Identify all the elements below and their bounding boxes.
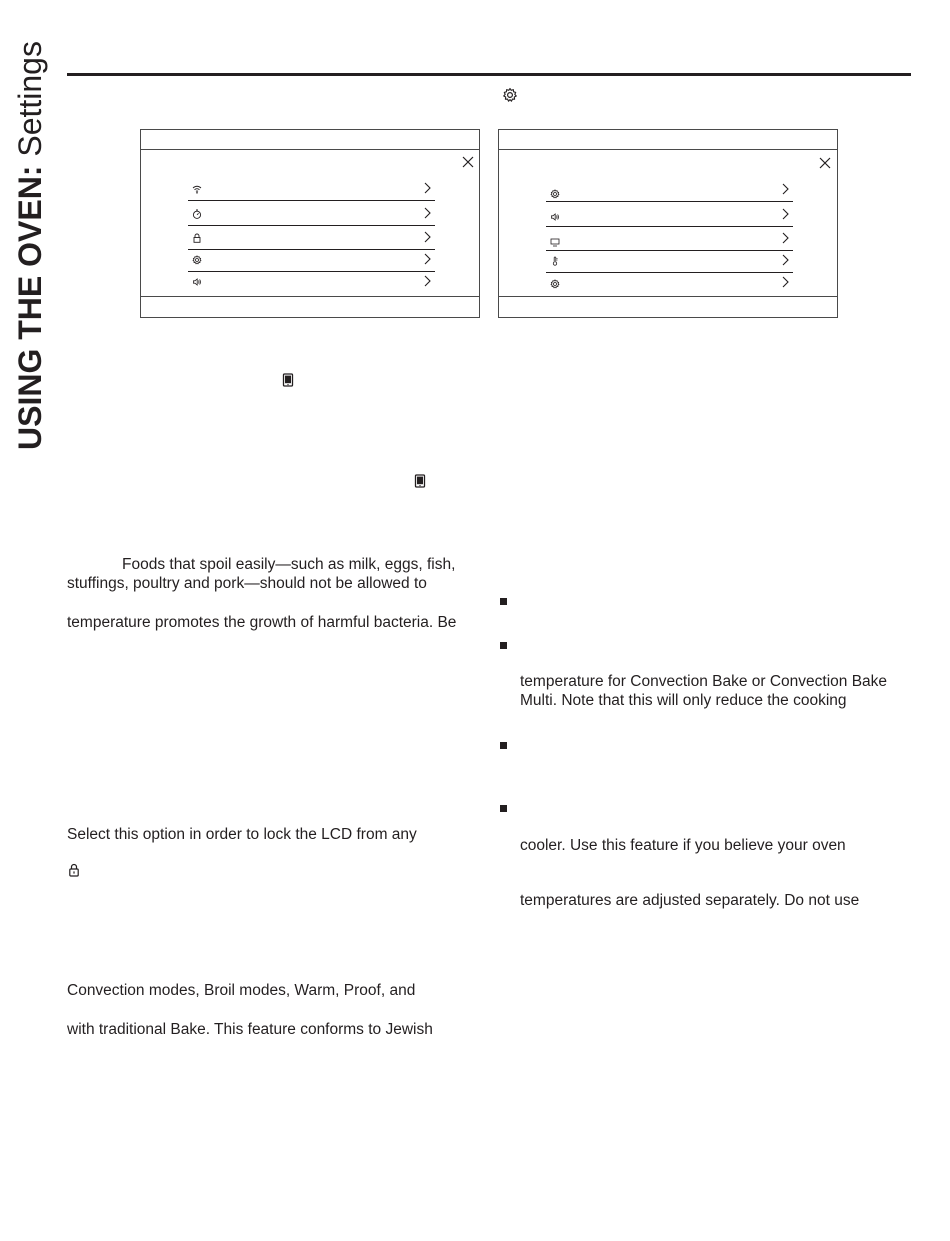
tablet-icon <box>282 373 294 387</box>
thermometer-icon <box>550 256 560 266</box>
panel-header-line <box>499 149 837 150</box>
gear-icon <box>192 255 202 265</box>
chevron-right-icon <box>782 232 789 244</box>
menu-row-advanced[interactable] <box>546 272 793 294</box>
side-section-title <box>14 41 46 450</box>
close-icon[interactable] <box>819 157 831 169</box>
convection-line-1: temperature for Convection Bake or Convection Bake <box>520 673 888 690</box>
panel-footer-line <box>499 296 837 297</box>
sabbath-line-2: with traditional Bake. This feature conforms to Jewish <box>67 1021 433 1038</box>
bullet-marker <box>500 805 507 812</box>
temp-adjust-line-1: cooler. Use this feature if you believe your oven <box>520 837 846 854</box>
side-title-light: Settings <box>12 41 48 166</box>
speaker-icon <box>192 277 202 287</box>
menu-row-sound[interactable] <box>188 271 435 293</box>
convection-line-2: Multi. Note that this will only reduce the cooking <box>520 692 847 709</box>
lock-description-line-1: Select this option in order to lock the LCD from any <box>67 826 417 843</box>
food-safety-line-1: Foods that spoil easily—such as milk, eggs, fish, <box>122 556 456 573</box>
food-safety-line-2: stuffings, poultry and pork—should not be allowed to <box>67 575 427 592</box>
menu-row-timer[interactable] <box>188 203 435 226</box>
chevron-right-icon <box>424 275 431 287</box>
sabbath-line-1: Convection modes, Broil modes, Warm, Proof, and <box>67 982 416 999</box>
menu-row-settings[interactable] <box>188 249 435 272</box>
close-icon[interactable] <box>462 156 474 168</box>
menu-row-display[interactable] <box>546 228 793 251</box>
menu-row-temperature[interactable] <box>546 250 793 273</box>
lock-icon <box>68 863 80 877</box>
menu-row-wifi[interactable] <box>188 178 435 201</box>
panel-footer-line <box>141 296 479 297</box>
display-icon <box>550 237 560 247</box>
gear-icon <box>550 279 560 289</box>
settings-screen-panel-2 <box>498 129 838 318</box>
settings-screen-panel-1 <box>140 129 480 318</box>
bullet-marker <box>500 598 507 605</box>
menu-row-lock[interactable] <box>188 227 435 250</box>
lock-icon <box>192 233 202 243</box>
wifi-icon <box>192 184 202 194</box>
chevron-right-icon <box>782 276 789 288</box>
temp-adjust-line-2: temperatures are adjusted separately. Do not use <box>520 892 860 909</box>
food-safety-line-3: temperature promotes the growth of harmful bacteria. Be <box>67 614 457 631</box>
chevron-right-icon <box>782 208 789 220</box>
chevron-right-icon <box>424 231 431 243</box>
gear-icon <box>502 87 518 103</box>
speaker-icon <box>550 212 560 222</box>
chevron-right-icon <box>782 183 789 195</box>
menu-row-settings[interactable] <box>546 179 793 202</box>
side-title-bold: USING THE OVEN: <box>12 165 48 450</box>
chevron-right-icon <box>424 207 431 219</box>
gear-icon <box>550 189 560 199</box>
chevron-right-icon <box>424 182 431 194</box>
menu-row-sound[interactable] <box>546 204 793 227</box>
timer-icon <box>192 209 202 219</box>
panel-header-line <box>141 149 479 150</box>
top-rule <box>67 73 911 76</box>
chevron-right-icon <box>424 253 431 265</box>
bullet-marker <box>500 742 507 749</box>
bullet-marker <box>500 642 507 649</box>
chevron-right-icon <box>782 254 789 266</box>
tablet-icon <box>414 474 426 488</box>
